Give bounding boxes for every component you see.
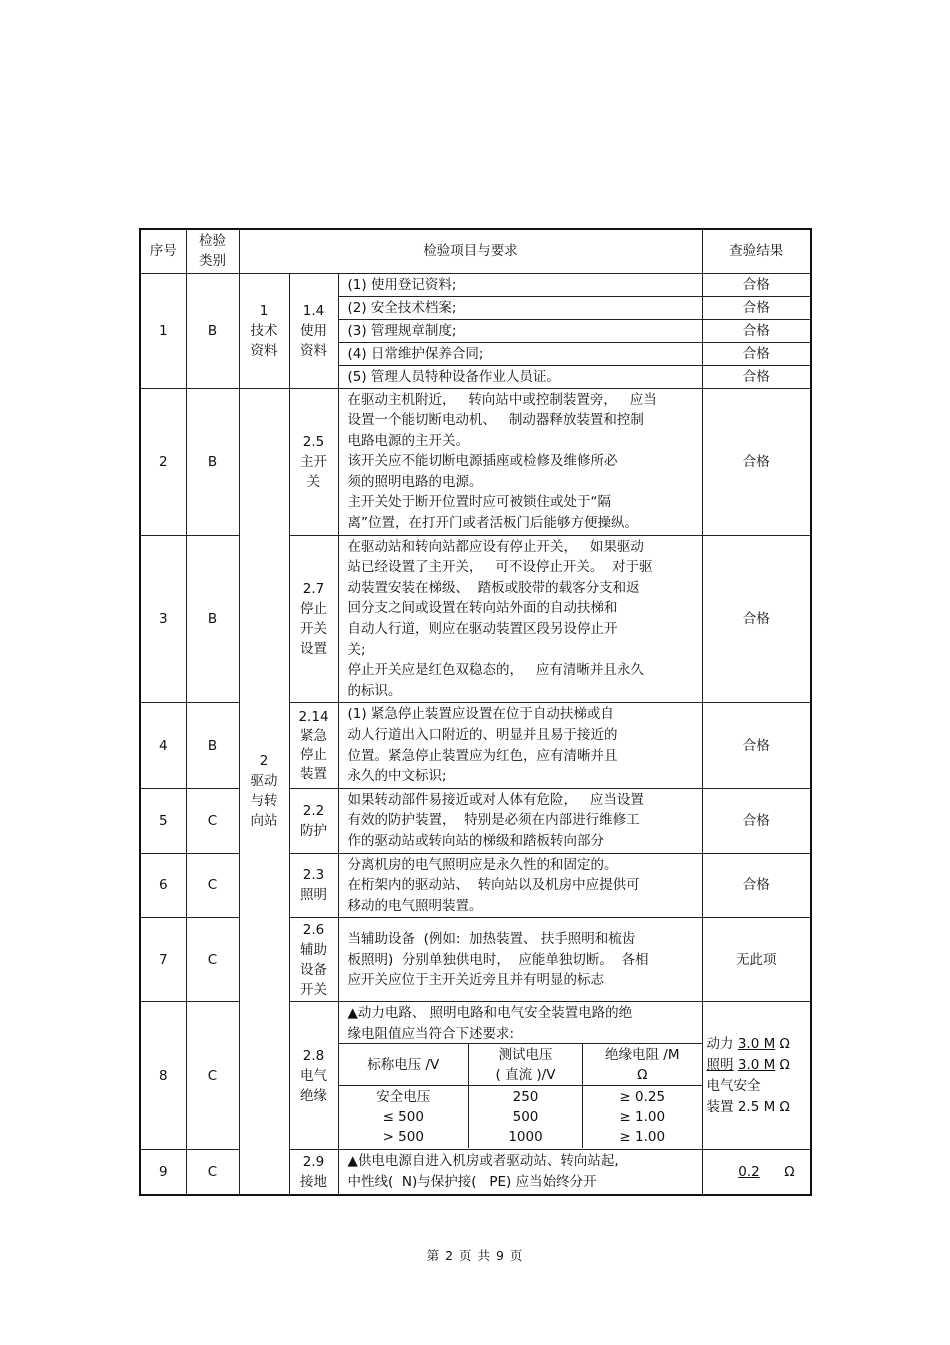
row-requirements [338,1150,702,1195]
requirement-line: (1) 紧急停止装置应设置在位于自动扶梯或自 [347,706,614,723]
result-cell: 合格 [702,788,811,853]
requirement-line: 永久的中文标识; [347,768,447,785]
row-subitem: 2.7 停止 开关 设置 [289,535,338,703]
requirement-line: 在驱动站和转向站都应设有停止开关， 如果驱动 [347,538,644,555]
row-category: B [186,703,239,788]
row-requirements [338,388,702,535]
requirement-line: 回分支之间或设置在转向站外面的自动扶梯和 [347,600,618,617]
cell-line: 1000 [508,1129,543,1146]
result-cell: 合格 [703,274,811,297]
result-label: 照明 [706,1056,734,1073]
requirement-line: 自动人行道，则应在驱动装置区段另设停止开 [347,621,618,638]
row-no: 5 [140,788,186,853]
requirement-line: ▲动力电路、 照明电路和电气安全装置电路的绝 [347,1005,633,1022]
requirement-line: 当辅助设备 (例如: 加热装置、 扶手照明和梳齿 [347,930,636,947]
row-category: B [186,388,239,535]
table-row [140,273,811,388]
insulation-data-row [339,1086,702,1149]
requirement-line: 作的驱动站或转向站的梯级和踏板转向部分 [347,832,604,849]
row-subitem: 2.3 照明 [289,853,338,918]
cell-line: ≥ 1.00 [619,1109,666,1126]
result-cell: 合格 [702,703,811,788]
requirement-line: 该开关应不能切断电源插座或检修及维修所必 [347,453,618,470]
footer-total-pages: 9 [495,1248,505,1263]
row-category: C [186,918,239,1002]
requirement-line: 如果转动部件易接近或对人体有危险， 应当设置 [347,791,644,808]
header-row [140,229,811,273]
col-header-insulation-resistance: 绝缘电阻 /M Ω [583,1044,702,1086]
row-category: C [186,1150,239,1195]
requirement-line: 分离机房的电气照明应是永久性的和固定的。 [347,856,618,873]
row-requirements [338,1002,702,1150]
header-result: 查验结果 [702,229,811,273]
row-no: 3 [140,535,186,703]
row-no: 4 [140,703,186,788]
row-subitem: 2.14 紧急 停止 装置 [289,703,338,788]
row-no: 6 [140,853,186,918]
cell-line: > 500 [382,1129,424,1146]
requirement-line: (5) 管理人员特种设备作业人员证。 [347,368,560,385]
result-cell: 无此项 [702,918,811,1002]
cell-line: ≥ 1.00 [619,1129,666,1146]
insulation-resistance-cell [583,1086,702,1149]
row-requirements [338,535,702,703]
requirement-line: 关; [347,641,366,658]
table-row [140,388,811,535]
result-value: 2.5 M [737,1098,776,1115]
row-requirements [338,788,702,853]
requirement-line: 主开关处于断开位置时应可被锁住或处于“隔 [347,494,611,511]
row-subitem: 2.9 接地 [289,1150,338,1195]
header-item: 检验项目与要求 [239,229,702,273]
row-requirements [338,918,702,1002]
requirement-line: 站已经设置了主开关， 可不设停止开关。 对于驱 [347,559,653,576]
row-category: B [186,535,239,703]
inspection-table [139,228,812,1196]
row-requirements [338,853,702,918]
requirement-line: 缘电阻值应当符合下述要求: [347,1025,515,1042]
group-technical-docs: 1 技术 资料 [239,273,289,388]
result-cell: 合格 [703,320,811,343]
result-unit: Ω [779,1098,790,1115]
requirement-line: 板照明) 分别单独供电时， 应能单独切断。 各相 [347,951,649,968]
insulation-header-row [339,1044,702,1086]
result-cell [702,1002,811,1150]
requirement-line: (1) 使用登记资料; [339,274,702,297]
requirement-line: 移动的电气照明装置。 [347,897,483,914]
col-header-test-voltage: 测试电压 ( 直流 )/V [469,1044,583,1086]
result-cell: 合格 [703,343,811,366]
requirement-line: 在桁架内的驱动站、 转向站以及机房中应提供可 [347,877,640,894]
row-no: 7 [140,918,186,1002]
result-line-lighting [707,1055,808,1076]
requirement-line: 中性线( N)与保护接( PE) 应当始终分开 [347,1173,597,1190]
result-cell: 合格 [702,388,811,535]
requirement-line: (4) 日常维护保养合同; [339,343,702,366]
footer-suffix: 页 [509,1248,524,1263]
row-subitem: 2.8 电气 绝缘 [289,1002,338,1150]
row-category: C [186,1002,239,1150]
cell-line: 250 [512,1089,539,1106]
col-header-nominal-voltage: 标称电压 /V [339,1044,469,1086]
requirement-line: 电路电源的主开关。 [347,432,469,449]
row-category: C [186,853,239,918]
requirement-line: 须的照明电路的电源。 [347,473,483,490]
footer-mid: 页 共 [459,1248,491,1263]
result-label: 电气安全 [706,1077,761,1094]
test-voltage-cell [469,1086,583,1149]
requirement-line: 动装置安装在梯级、 踏板或胶带的载客分支和返 [347,579,640,596]
result-unit: Ω [779,1056,790,1073]
row-category: B [186,273,239,388]
row-category: C [186,788,239,853]
page-footer [0,1246,950,1264]
requirement-line: 离”位置，在打开门或者活板门后能够方便操纵。 [347,515,638,532]
cell-line: 安全电压 [376,1089,431,1106]
requirement-line: 应开关应位于主开关近旁且并有明显的标志 [347,972,604,989]
requirement-line: (2) 安全技术档案; [339,297,702,320]
cell-line: 500 [512,1109,539,1126]
row-subitem: 2.5 主开 关 [289,388,338,535]
footer-page-number: 2 [445,1248,455,1263]
requirement-line: 在驱动主机附近， 转向站中或控制装置旁， 应当 [347,391,657,408]
result-label: 装置 [706,1098,734,1115]
result-line-power [707,1034,808,1055]
result-value: 3.0 M [737,1035,776,1052]
result-cell: 合格 [702,853,811,918]
row-no: 9 [140,1150,186,1195]
footer-prefix: 第 [426,1248,441,1263]
result-unit: Ω [779,1035,790,1052]
group-drive-station: 2 驱动 与转 向站 [239,388,289,1195]
row-requirements [338,273,702,388]
requirement-text [339,1002,702,1045]
requirement-line: (3) 管理规章制度; [339,320,702,343]
result-value: 3.0 M [737,1056,776,1073]
requirement-line: 设置一个能切断电动机、 制动器释放装置和控制 [347,412,644,429]
requirement-line: 有效的防护装置， 特别是必须在内部进行维修工 [347,812,640,829]
result-cell: 合格 [742,368,770,385]
row-no: 2 [140,388,186,535]
insulation-table [339,1043,702,1148]
requirement-line: 的标识。 [347,682,402,699]
nominal-voltage-cell [339,1086,469,1149]
header-no: 序号 [140,229,186,273]
requirement-line: 位置。紧急停止装置应为红色，应有清晰并且 [347,747,618,764]
ground-resistance-value: 0.2 [738,1163,760,1180]
row-subitem: 2.6 辅助 设备 开关 [289,918,338,1002]
ground-resistance-unit: Ω [784,1163,795,1180]
requirement-line: ▲供电电源自进入机房或者驱动站、转向站起, [347,1153,619,1170]
requirement-line: 动人行道出入口附近的、明显并且易于接近的 [347,727,618,743]
result-label: 动力 [706,1035,734,1052]
cell-line: ≤ 500 [382,1109,424,1126]
cell-line: ≥ 0.25 [619,1089,666,1106]
row-requirements [338,703,702,788]
row-subitem: 1.4 使用 资料 [289,273,338,388]
row-subitem: 2.2 防护 [289,788,338,853]
result-line-safety [707,1076,808,1097]
result-cell: 合格 [703,297,811,320]
result-line-device [707,1097,808,1118]
result-cell: 合格 [702,535,811,703]
requirement-line: 停止开关应是红色双稳态的， 应有清晰并且永久 [347,662,644,679]
row-no: 8 [140,1002,186,1150]
row-results [702,273,811,388]
row-no: 1 [140,273,186,388]
result-cell [702,1150,811,1195]
header-category: 检验 类别 [186,229,239,273]
